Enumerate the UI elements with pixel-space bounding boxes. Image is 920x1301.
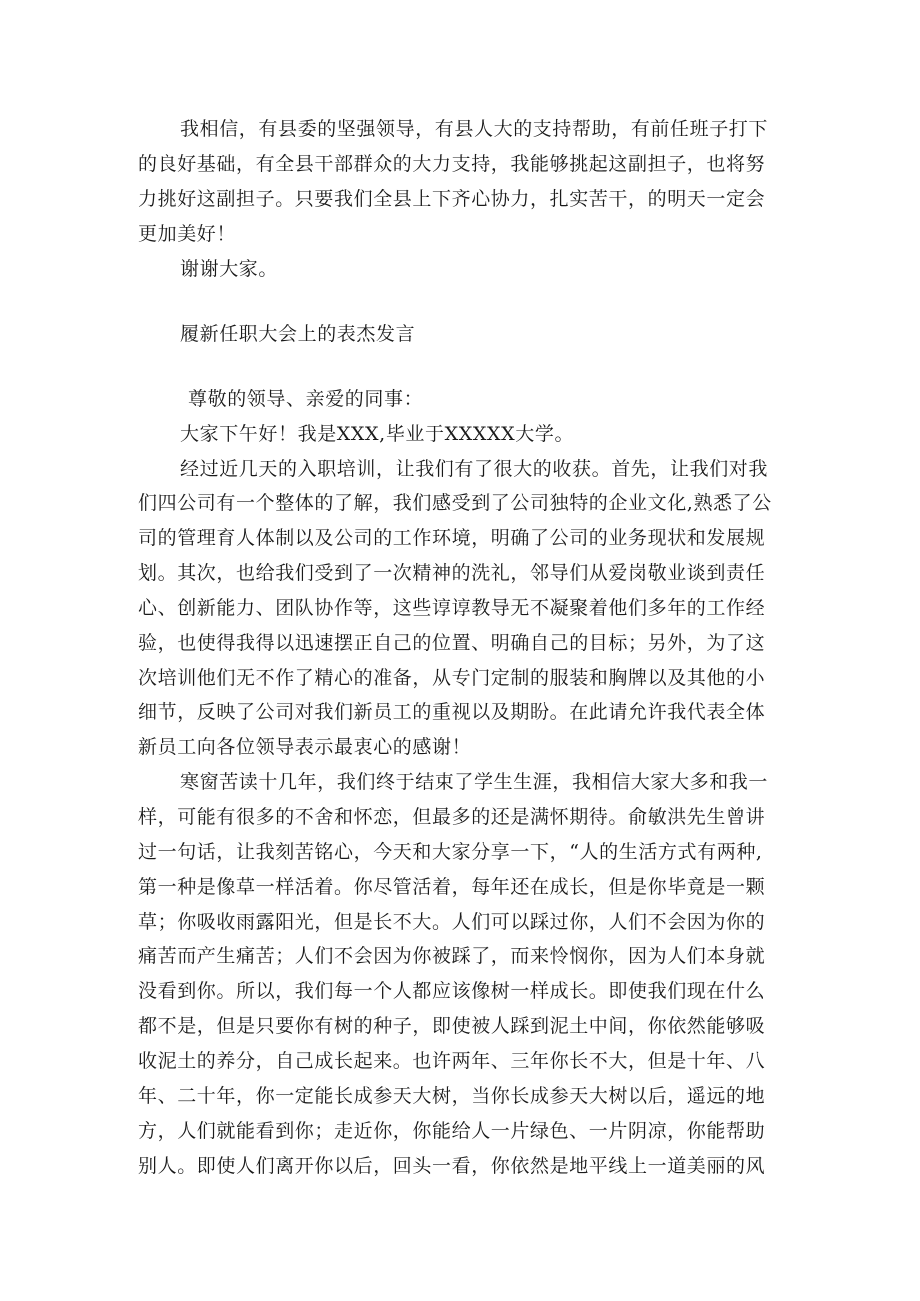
text-line: 司的管理育人体制以及公司的工作环境，明确了公司的业务现状和发展规 <box>138 527 766 549</box>
text-line: 收泥土的养分，自己成长起来。也许两年、三年你长不大，但是十年、八 <box>138 1050 766 1072</box>
text-line: 谢谢大家。 <box>180 258 279 280</box>
text-line: 更加美好！ <box>138 223 237 245</box>
text-line: 都不是，但是只要你有树的种子，即使被人踩到泥土中间，你依然能够吸 <box>138 1015 766 1037</box>
text-line: 经过近几天的入职培训，让我们有了很大的收获。首先，让我们对我 <box>180 458 769 480</box>
text-line: 过一句话，让我刻苦铭心，今天和大家分享一下，“人的生活方式有两种, <box>138 841 763 863</box>
text-line: 别人。即使人们离开你以后，回头一看，你依然是地平线上一道美丽的风 <box>138 1155 766 1177</box>
text-line: 心、创新能力、团队协作等，这些谆谆教导无不凝聚着他们多年的工作经 <box>138 597 766 619</box>
text-line: 划。其次，也给我们受到了一次精神的洗礼，邻导们从爱岗敬业谈到责任 <box>138 562 766 584</box>
text-line: 验，也使得我得以迅速摆正自己的位置、明确自己的目标；另外，为了这 <box>138 632 766 654</box>
text-line: 细节，反映了公司对我们新员工的重视以及期盼。在此请允许我代表全体 <box>138 701 766 723</box>
greeting: 尊敬的领导、亲爱的同事： <box>188 388 424 410</box>
text-line: 年、二十年，你一定能长成参天大树，当你长成参天大树以后，遥远的地 <box>138 1085 766 1107</box>
text-line: 们四公司有一个整体的了解，我们感受到了公司独特的企业文化,熟悉了公 <box>138 492 772 514</box>
text-line: 寒窗苦读十几年，我们终于结束了学生生涯，我相信大家大多和我一 <box>180 771 769 793</box>
section-title: 履新任职大会上的表杰发言 <box>180 323 416 345</box>
text-line: 我相信，有县委的坚强领导，有县人大的支持帮助，有前任班子打下 <box>180 118 769 140</box>
text-line: 没看到你。所以，我们每一个人都应该像树一样成长。即使我们现在什么 <box>138 980 766 1002</box>
text-line: 方，人们就能看到你；走近你，你能给人一片绿色、一片阴凉，你能帮助 <box>138 1120 766 1142</box>
text-line: 新员工向各位领导表示最衷心的感谢！ <box>138 736 472 758</box>
text-line: 第一种是像草一样活着。你尽管活着，每年还在成长，但是你毕竟是一颗 <box>138 876 766 898</box>
text-line: 的良好基础，有全县干部群众的大力支持，我能够挑起这副担子，也将努 <box>138 153 766 175</box>
text-line: 力挑好这副担子。只要我们全县上下齐心协力，扎实苦干，的明天一定会 <box>138 188 766 210</box>
text-line: 草；你吸收雨露阳光，但是长不大。人们可以踩过你，人们不会因为你的 <box>138 911 766 933</box>
text-line: 痛苦而产生痛苦；人们不会因为你被踩了，而来怜悯你，因为人们本身就 <box>138 945 766 967</box>
text-line: 样，可能有很多的不舍和怀恋，但最多的还是满怀期待。俞敏洪先生曾讲 <box>138 806 766 828</box>
text-line: 次培训他们无不作了精心的准备，从专门定制的服装和胸牌以及其他的小 <box>138 667 766 689</box>
text-line: 大家下午好！我是XXX,毕业于XXXXX大学。 <box>180 423 575 445</box>
